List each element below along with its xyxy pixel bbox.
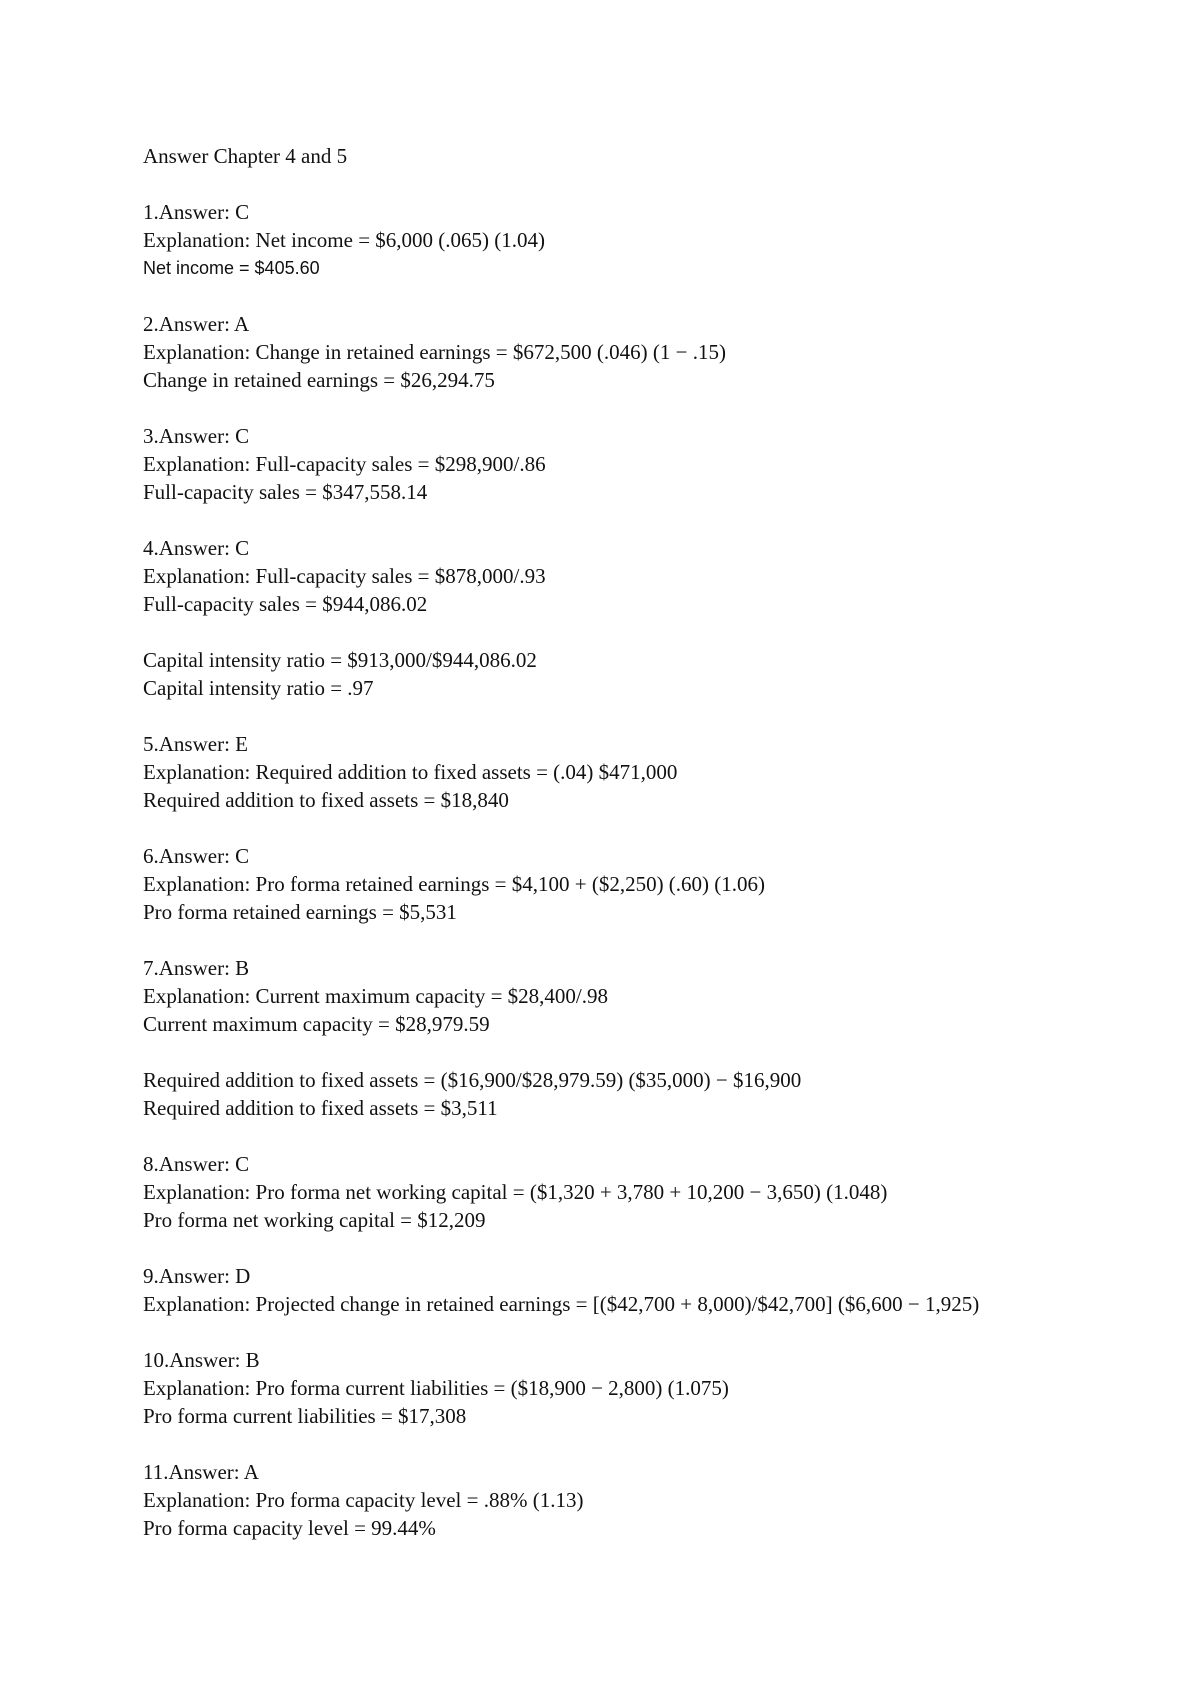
result-line: Pro forma capacity level = 99.44% <box>143 1516 436 1540</box>
result-line: Full-capacity sales = $944,086.02 <box>143 592 428 616</box>
answer-block-11 <box>143 1458 1083 1542</box>
answer-label: 5.Answer: E <box>143 732 248 756</box>
answer-block-4 <box>143 534 1083 702</box>
result-line: Current maximum capacity = $28,979.59 <box>143 1012 490 1036</box>
result-line: Capital intensity ratio = .97 <box>143 676 374 700</box>
result-line: Pro forma net working capital = $12,209 <box>143 1208 486 1232</box>
result-line: Pro forma current liabilities = $17,308 <box>143 1404 467 1428</box>
answer-block-2 <box>143 310 1083 394</box>
answer-label: 10.Answer: B <box>143 1348 260 1372</box>
answer-block-8 <box>143 1150 1083 1234</box>
explanation-line: Capital intensity ratio = $913,000/$944,086.02 <box>143 648 537 672</box>
document-content <box>143 142 1083 1570</box>
result-line: Net income = $405.60 <box>143 258 320 278</box>
explanation-line: Explanation: Pro forma net working capital = ($1,320 + 3,780 + 10,200 − 3,650) (1.048) <box>143 1180 888 1204</box>
explanation-line: Explanation: Full-capacity sales = $298,900/.86 <box>143 452 546 476</box>
answer-block-1 <box>143 198 1083 282</box>
answer-block-6 <box>143 842 1083 926</box>
result-line: Pro forma retained earnings = $5,531 <box>143 900 457 924</box>
explanation-line: Required addition to fixed assets = ($16,900/$28,979.59) ($35,000) − $16,900 <box>143 1068 802 1092</box>
answer-block-10 <box>143 1346 1083 1430</box>
answer-label: 2.Answer: A <box>143 312 250 336</box>
answer-label: 7.Answer: B <box>143 956 250 980</box>
answer-label: 1.Answer: C <box>143 200 250 224</box>
explanation-line: Explanation: Pro forma current liabilities = ($18,900 − 2,800) (1.075) <box>143 1376 729 1400</box>
explanation-line: Explanation: Full-capacity sales = $878,000/.93 <box>143 564 546 588</box>
answer-label: 8.Answer: C <box>143 1152 250 1176</box>
result-line: Required addition to fixed assets = $18,840 <box>143 788 509 812</box>
explanation-line: Explanation: Current maximum capacity = $28,400/.98 <box>143 984 608 1008</box>
explanation-line: Explanation: Pro forma retained earnings = $4,100 + ($2,250) (.60) (1.06) <box>143 872 766 896</box>
paragraph-gap <box>143 618 1083 646</box>
explanation-line: Explanation: Required addition to fixed assets = (.04) $471,000 <box>143 760 678 784</box>
answer-label: 11.Answer: A <box>143 1460 259 1484</box>
answer-block-5 <box>143 730 1083 814</box>
result-line: Change in retained earnings = $26,294.75 <box>143 368 495 392</box>
answer-label: 4.Answer: C <box>143 536 250 560</box>
answer-block-7 <box>143 954 1083 1122</box>
explanation-line: Explanation: Net income = $6,000 (.065) (1.04) <box>143 228 546 252</box>
explanation-line: Explanation: Projected change in retained earnings = [($42,700 + 8,000)/$42,700] ($6,600 − 1,925) <box>143 1292 980 1316</box>
document-title: Answer Chapter 4 and 5 <box>143 144 348 168</box>
result-line: Full-capacity sales = $347,558.14 <box>143 480 428 504</box>
answer-block-9 <box>143 1262 1083 1318</box>
answer-label: 6.Answer: C <box>143 844 250 868</box>
answer-label: 9.Answer: D <box>143 1264 251 1288</box>
answer-block-3 <box>143 422 1083 506</box>
answer-label: 3.Answer: C <box>143 424 250 448</box>
paragraph-gap <box>143 1038 1083 1066</box>
explanation-line: Explanation: Change in retained earnings = $672,500 (.046) (1 − .15) <box>143 340 726 364</box>
result-line: Required addition to fixed assets = $3,511 <box>143 1096 498 1120</box>
explanation-line: Explanation: Pro forma capacity level = .88% (1.13) <box>143 1488 584 1512</box>
